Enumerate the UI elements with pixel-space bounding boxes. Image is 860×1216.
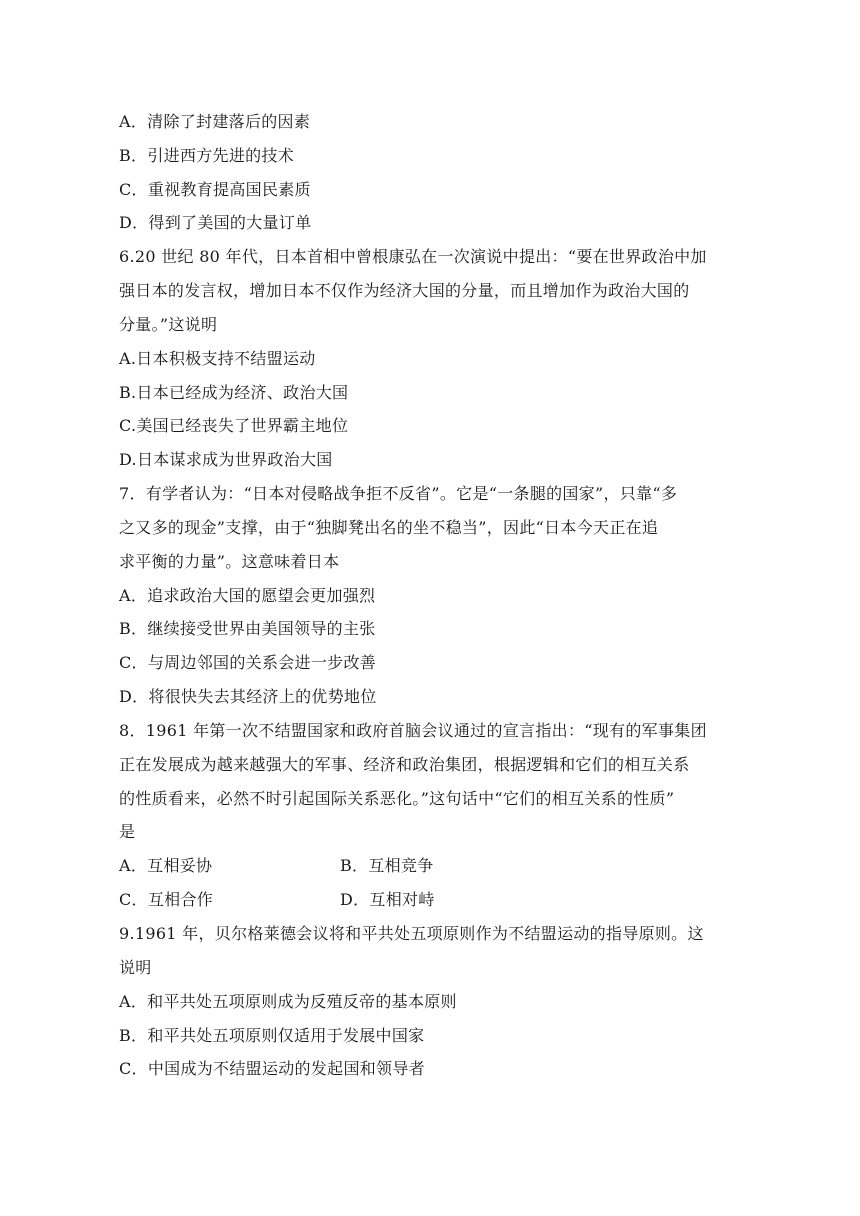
q7-option-a: A．追求政治大国的愿望会更加强烈: [119, 586, 376, 605]
q9-option-a: A．和平共处五项原则成为反殖反帝的基本原则: [119, 992, 457, 1011]
q7-option-d: D．将很快失去其经济上的优势地位: [119, 687, 377, 706]
q6-stem-line-2: 强日本的发言权，增加日本不仅作为经济大国的分量，而且增加作为政治大国的: [119, 281, 690, 300]
q8-option-a: A．互相妥协: [119, 856, 213, 875]
q8-option-b: B．互相竞争: [340, 856, 434, 875]
q8-option-c: C．互相合作: [119, 890, 214, 909]
q7-option-c: C．与周边邻国的关系会进一步改善: [119, 653, 377, 672]
q7-stem-line-3: 求平衡的力量”。这意味着日本: [119, 552, 340, 571]
q8-stem-line-4: 是: [119, 822, 136, 841]
q5-option-d: D．得到了美国的大量订单: [119, 213, 312, 232]
q5-option-b: B．引进西方先进的技术: [119, 146, 295, 165]
q5-option-a: A．清除了封建落后的因素: [119, 112, 311, 131]
q6-stem-line-3: 分量。”这说明: [119, 315, 218, 334]
q8-stem-line-2: 正在发展成为越来越强大的军事、经济和政治集团，根据逻辑和它们的相互关系: [119, 755, 690, 774]
q8-option-d: D．互相对峙: [340, 890, 435, 909]
q6-option-c: C.美国已经丧失了世界霸主地位: [119, 416, 349, 435]
q6-option-d: D.日本谋求成为世界政治大国: [119, 450, 333, 469]
q7-stem-line-1: 7．有学者认为：“日本对侵略战争拒不反省”。它是“一条腿的国家”，只靠“多: [119, 484, 678, 503]
q8-stem-line-1: 8．1961 年第一次不结盟国家和政府首脑会议通过的宣言指出：“现有的军事集团: [119, 721, 707, 740]
q7-option-b: B．继续接受世界由美国领导的主张: [119, 619, 376, 638]
q9-stem-line-2: 说明: [119, 958, 152, 977]
q9-option-c: C．中国成为不结盟运动的发起国和领导者: [119, 1059, 425, 1078]
q8-stem-line-3: 的性质看来，必然不时引起国际关系恶化。”这句话中“它们的相互关系的性质”: [119, 789, 675, 808]
q6-option-a: A.日本积极支持不结盟运动: [119, 349, 316, 368]
q6-option-b: B.日本已经成为经济、政治大国: [119, 383, 349, 402]
q7-stem-line-2: 之又多的现金”支撑，由于“独脚凳出名的坐不稳当”，因此“日本今天正在追: [119, 518, 659, 537]
q5-option-c: C．重视教育提高国民素质: [119, 180, 311, 199]
q9-stem-line-1: 9.1961 年，贝尔格莱德会议将和平共处五项原则作为不结盟运动的指导原则。这: [119, 924, 704, 943]
q6-stem-line-1: 6.20 世纪 80 年代，日本首相中曾根康弘在一次演说中提出：“要在世界政治中加: [119, 247, 707, 266]
q9-option-b: B．和平共处五项原则仅适用于发展中国家: [119, 1026, 425, 1045]
